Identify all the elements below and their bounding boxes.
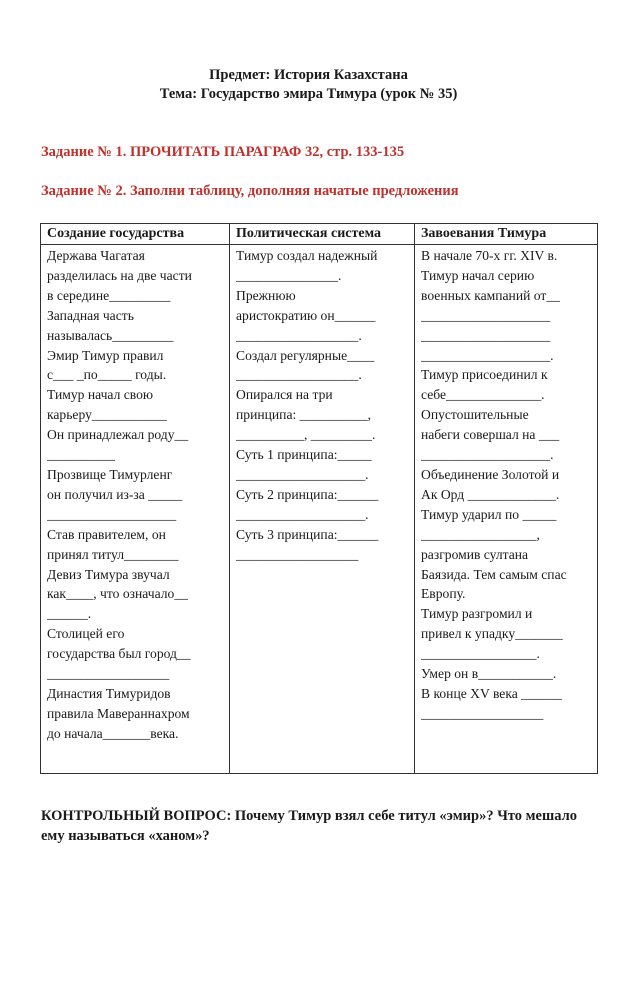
cell-line: разделилась на две части: [47, 267, 192, 283]
cell-line: ___________________.: [236, 466, 369, 482]
cell-line: правила Мавераннахром: [47, 705, 190, 721]
cell-line: __________, _________.: [236, 427, 376, 443]
column-header: Завоевания Тимура: [415, 224, 597, 245]
cell-line: до начала_______века.: [47, 725, 179, 741]
cell-line: Прежнюю: [236, 287, 296, 303]
cell-line: В начале 70-х гг. XIV в.: [421, 248, 558, 263]
cell-line: Он принадлежал роду__: [47, 427, 189, 443]
column-conquests: [414, 224, 597, 773]
cell-line: Девиз Тимура звучал: [47, 566, 170, 582]
document-header: [0, 66, 617, 104]
cell-line: __________: [47, 447, 115, 463]
task-1-heading: Задание № 1. ПРОЧИТАТЬ ПАРАГРАФ 32, стр. 133-135: [41, 144, 405, 160]
cell-line: Ак Орд _____________.: [421, 486, 560, 502]
cell-line: как____, что означало__: [47, 586, 188, 602]
cell-line: называлась_________: [47, 327, 174, 343]
cell-line: ___________________.: [421, 447, 554, 463]
cell-line: Создал регулярные____: [236, 347, 375, 363]
cell-line: _______________.: [236, 267, 342, 283]
cell-line: Суть 1 принципа:_____: [236, 447, 372, 463]
column-body: [41, 245, 229, 744]
column-body: [230, 245, 414, 565]
cell-line: Опустошительные: [421, 407, 529, 423]
cell-line: Опирался на три: [236, 387, 333, 403]
cell-line: Европу.: [421, 586, 466, 602]
cell-line: набеги совершал на ___: [421, 427, 560, 443]
subject-line: Предмет: История Казахстана: [209, 67, 408, 83]
cell-line: В конце XV века ______: [421, 685, 562, 701]
cell-line: __________________.: [236, 327, 362, 343]
cell-line: Суть 2 принципа:______: [236, 486, 379, 502]
topic-line: Тема: Государство эмира Тимура (урок № 35): [159, 86, 458, 102]
cell-line: __________________.: [236, 367, 362, 383]
cell-line: Эмир Тимур правил: [47, 347, 164, 363]
cell-line: привел к упадку_______: [421, 626, 563, 642]
cell-line: принципа: __________,: [236, 407, 372, 423]
cell-line: Столицей его: [47, 626, 125, 642]
cell-line: в середине_________: [47, 287, 171, 303]
cell-line: Тимур присоединил к: [421, 367, 548, 383]
cell-line: Тимур создал надежный: [236, 248, 378, 263]
cell-line: _________________,: [421, 526, 540, 542]
cell-line: принял титул________: [47, 546, 179, 562]
cell-line: Суть 3 принципа:______: [236, 526, 379, 542]
task-2-heading: Задание № 2. Заполни таблицу, дополняя начатые предложения: [41, 183, 459, 199]
cell-line: Тимур начал свою: [47, 387, 154, 403]
cell-line: Умер он в___________.: [421, 666, 557, 682]
cell-line: Тимур ударил по _____: [421, 506, 557, 522]
cell-line: аристократию он______: [236, 307, 376, 323]
cell-line: разгромив султана: [421, 546, 529, 562]
cell-line: государства был город__: [47, 646, 191, 662]
cell-line: с___ _по_____ годы.: [47, 367, 167, 383]
column-header: Создание государства: [41, 224, 229, 245]
cell-line: Тимур начал серию: [421, 267, 535, 283]
cell-line: _________________.: [421, 646, 540, 662]
cell-line: он получил из-за _____: [47, 486, 183, 502]
cell-line: ___________________: [47, 506, 177, 522]
column-header: Политическая система: [230, 224, 414, 245]
cell-line: Западная часть: [47, 307, 134, 323]
cell-line: __________________: [421, 705, 544, 721]
cell-line: ___________________: [421, 327, 551, 343]
cell-line: карьеру___________: [47, 407, 167, 423]
cell-line: Династия Тимуридов: [47, 685, 171, 701]
column-state-creation: [41, 224, 229, 773]
cell-line: ___________________.: [236, 506, 369, 522]
cell-line: Держава Чагатая: [47, 248, 145, 263]
cell-line: Тимур разгромил и: [421, 606, 533, 622]
cell-line: ___________________.: [421, 347, 554, 363]
control-question: КОНТРОЛЬНЫЙ ВОПРОС: Почему Тимур взял себе титул «эмир»? Что мешало ему называться «ханом»?: [41, 808, 577, 844]
cell-line: __________________: [47, 666, 170, 682]
cell-line: Баязида. Тем самым спас: [421, 566, 567, 582]
cell-line: ______.: [47, 606, 92, 622]
column-body: [415, 245, 597, 724]
cell-line: __________________: [236, 546, 359, 562]
cell-line: ___________________: [421, 307, 551, 323]
fill-in-table: [40, 223, 598, 774]
cell-line: Объединение Золотой и: [421, 466, 560, 482]
column-political-system: [229, 224, 414, 773]
cell-line: Прозвище Тимурленг: [47, 466, 173, 482]
cell-line: себе______________.: [421, 387, 545, 403]
cell-line: военных кампаний от__: [421, 287, 560, 303]
cell-line: Став правителем, он: [47, 526, 166, 542]
